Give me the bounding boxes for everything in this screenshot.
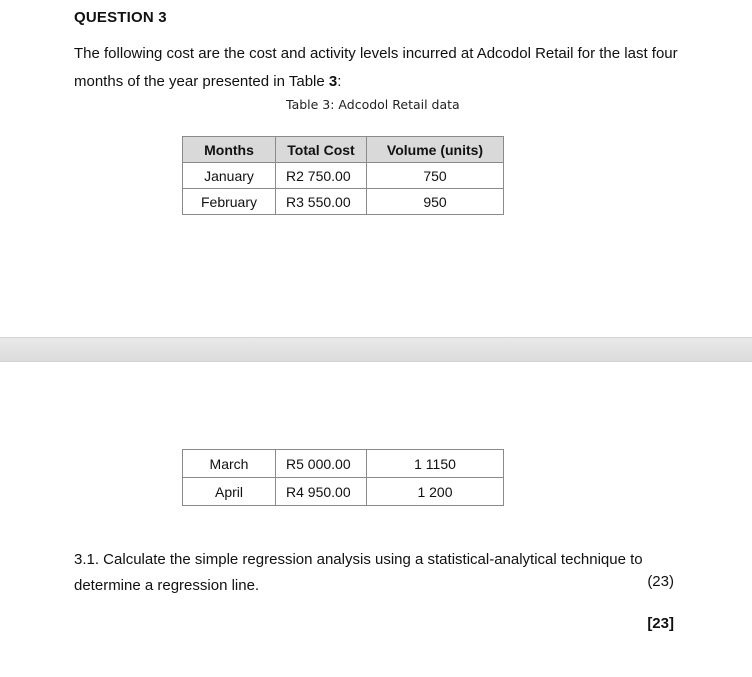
intro-table-ref: 3 [328, 73, 338, 90]
cell-month: April [183, 478, 276, 506]
cell-total-cost: R2 750.00 [276, 163, 367, 189]
cell-volume: 1 1150 [367, 450, 504, 478]
question-line-1: 3.1. Calculate the simple regression analysis using a statistical-analytical technique to [74, 551, 643, 568]
page-break-divider [0, 337, 752, 362]
data-table-top [182, 136, 504, 215]
header-volume: Volume (units) [367, 137, 504, 163]
table-caption: Table 3: Adcodol Retail data [286, 97, 460, 112]
table-row [183, 478, 504, 506]
header-months: Months [183, 137, 276, 163]
intro-paragraph [74, 40, 714, 96]
header-total-cost: Total Cost [276, 137, 367, 163]
cell-total-cost: R5 000.00 [276, 450, 367, 478]
cell-volume: 750 [367, 163, 504, 189]
cell-total-cost: R3 550.00 [276, 189, 367, 215]
question-line-2: determine a regression line. [74, 577, 260, 594]
intro-colon: : [337, 73, 342, 90]
question-heading: QUESTION 3 [74, 9, 167, 26]
cell-volume: 950 [367, 189, 504, 215]
cell-month: March [183, 450, 276, 478]
question-3-1 [74, 547, 680, 599]
cell-month: February [183, 189, 276, 215]
cell-total-cost: R4 950.00 [276, 478, 367, 506]
cell-month: January [183, 163, 276, 189]
intro-text: The following cost are the cost and activity levels incurred at Adcodol Retail for the last four months of the year presented in Table [74, 45, 678, 90]
table-row [183, 189, 504, 215]
total-marks: [23] [647, 615, 674, 632]
table-header-row [183, 137, 504, 163]
table-row [183, 163, 504, 189]
table-row [183, 450, 504, 478]
question-marks: (23) [647, 573, 674, 590]
cell-volume: 1 200 [367, 478, 504, 506]
data-table-bottom [182, 449, 504, 506]
